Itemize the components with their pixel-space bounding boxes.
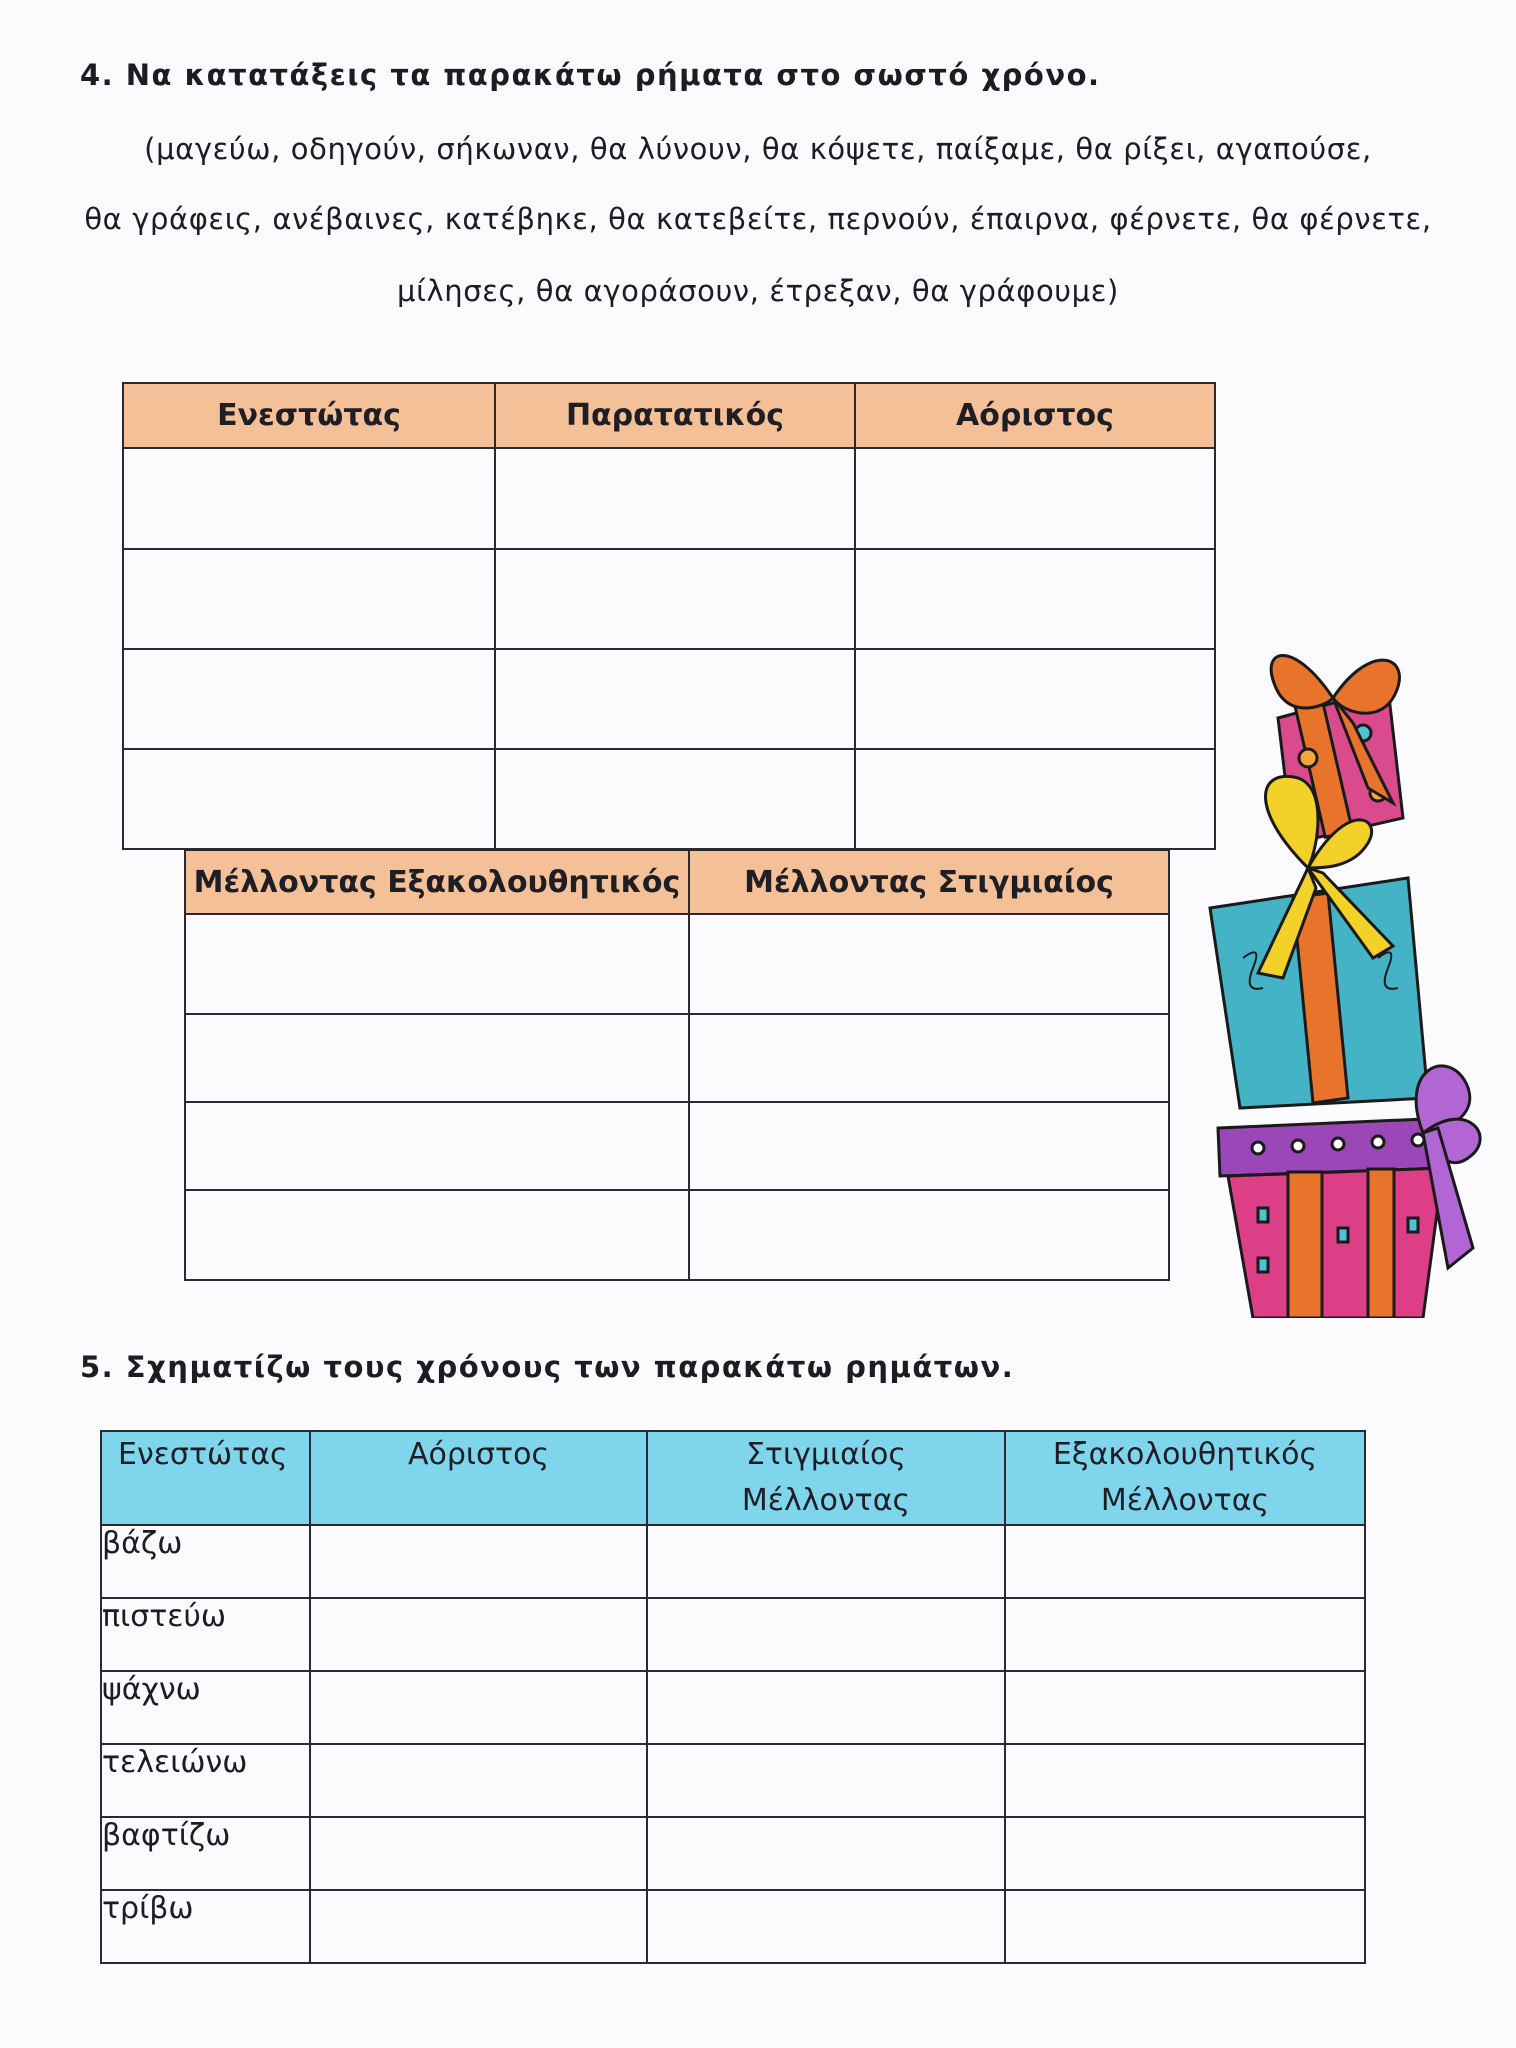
answer-cell[interactable] [855, 749, 1215, 849]
verb-label: βάζω [101, 1525, 310, 1598]
table-row [101, 1525, 1365, 1598]
answer-cell[interactable] [185, 1014, 689, 1102]
header-simple-future: Μέλλοντας Στιγμιαίος [689, 850, 1169, 914]
answer-cell[interactable] [1005, 1525, 1365, 1598]
verb-label: ψάχνω [101, 1671, 310, 1744]
table-row [101, 1890, 1365, 1963]
header-simple-future-line-1: Στιγμιαίος [745, 1437, 907, 1472]
table-row [101, 1671, 1365, 1744]
answer-cell[interactable] [310, 1890, 647, 1963]
answer-cell[interactable] [495, 549, 855, 649]
verb-label: τελειώνω [101, 1744, 310, 1817]
answer-cell[interactable] [647, 1890, 1005, 1963]
header-simple-future [647, 1431, 1005, 1525]
answer-cell[interactable] [495, 749, 855, 849]
answer-cell[interactable] [647, 1671, 1005, 1744]
answer-cell[interactable] [185, 914, 689, 1014]
header-continuous-future: Μέλλοντας Εξακολουθητικός [185, 850, 689, 914]
answer-cell[interactable] [123, 649, 495, 749]
answer-cell[interactable] [1005, 1671, 1365, 1744]
answer-cell[interactable] [310, 1817, 647, 1890]
answer-cell[interactable] [123, 549, 495, 649]
answer-cell[interactable] [1005, 1817, 1365, 1890]
answer-cell[interactable] [310, 1525, 647, 1598]
answer-cell[interactable] [647, 1817, 1005, 1890]
header-present: Ενεστώτας [123, 383, 495, 448]
tenses-table-1 [122, 382, 1216, 850]
exercise-5-title: 5. Σχηματίζω τους χρόνους των παρακάτω ρημάτων. [80, 1350, 1015, 1384]
tenses-table-2 [184, 849, 1170, 1281]
answer-cell[interactable] [647, 1525, 1005, 1598]
answer-cell[interactable] [495, 448, 855, 549]
answer-cell[interactable] [310, 1744, 647, 1817]
answer-cell[interactable] [310, 1598, 647, 1671]
answer-cell[interactable] [647, 1744, 1005, 1817]
answer-cell[interactable] [185, 1102, 689, 1190]
header-aorist: Αόριστος [310, 1431, 647, 1525]
answer-cell[interactable] [855, 549, 1215, 649]
verb-conjugation-table [100, 1430, 1366, 1964]
answer-cell[interactable] [495, 649, 855, 749]
table-row [101, 1598, 1365, 1671]
answer-cell[interactable] [310, 1671, 647, 1744]
answer-cell[interactable] [855, 448, 1215, 549]
table-row [101, 1744, 1365, 1817]
header-simple-future-line-2: Μέλλοντας [741, 1483, 911, 1518]
header-continuous-future [1005, 1431, 1365, 1525]
gift-boxes-illustration [1198, 628, 1494, 1318]
answer-cell[interactable] [647, 1598, 1005, 1671]
verb-label: τρίβω [101, 1890, 310, 1963]
answer-cell[interactable] [689, 1102, 1169, 1190]
header-imperfect: Παρατατικός [495, 383, 855, 448]
header-continuous-future-line-1: Εξακολουθητικός [1052, 1437, 1318, 1472]
verb-label: πιστεύω [101, 1598, 310, 1671]
header-present: Ενεστώτας [101, 1431, 310, 1525]
middle-gift-box [1210, 776, 1428, 1108]
verb-list-line-1: (μαγεύω, οδηγούν, σήκωναν, θα λύνουν, θα κόψετε, παίξαμε, θα ρίξει, αγαπούσε, [144, 132, 1372, 166]
header-aorist: Αόριστος [855, 383, 1215, 448]
answer-cell[interactable] [1005, 1598, 1365, 1671]
table-row [101, 1817, 1365, 1890]
exercise-4-title: 4. Να κατατάξεις τα παρακάτω ρήματα στο σωστό χρόνο. [80, 58, 1101, 92]
answer-cell[interactable] [123, 749, 495, 849]
answer-cell[interactable] [689, 914, 1169, 1014]
answer-cell[interactable] [689, 1190, 1169, 1280]
answer-cell[interactable] [689, 1014, 1169, 1102]
header-continuous-future-line-2: Μέλλοντας [1100, 1483, 1270, 1518]
verb-list-line-2: θα γράφεις, ανέβαινες, κατέβηκε, θα κατεβείτε, περνούν, έπαιρνα, φέρνετε, θα φέρνετε, [84, 202, 1432, 236]
verb-label: βαφτίζω [101, 1817, 310, 1890]
answer-cell[interactable] [185, 1190, 689, 1280]
answer-cell[interactable] [123, 448, 495, 549]
answer-cell[interactable] [855, 649, 1215, 749]
answer-cell[interactable] [1005, 1890, 1365, 1963]
answer-cell[interactable] [1005, 1744, 1365, 1817]
verb-list-line-3: μίλησες, θα αγοράσουν, έτρεξαν, θα γράφουμε) [397, 274, 1119, 308]
